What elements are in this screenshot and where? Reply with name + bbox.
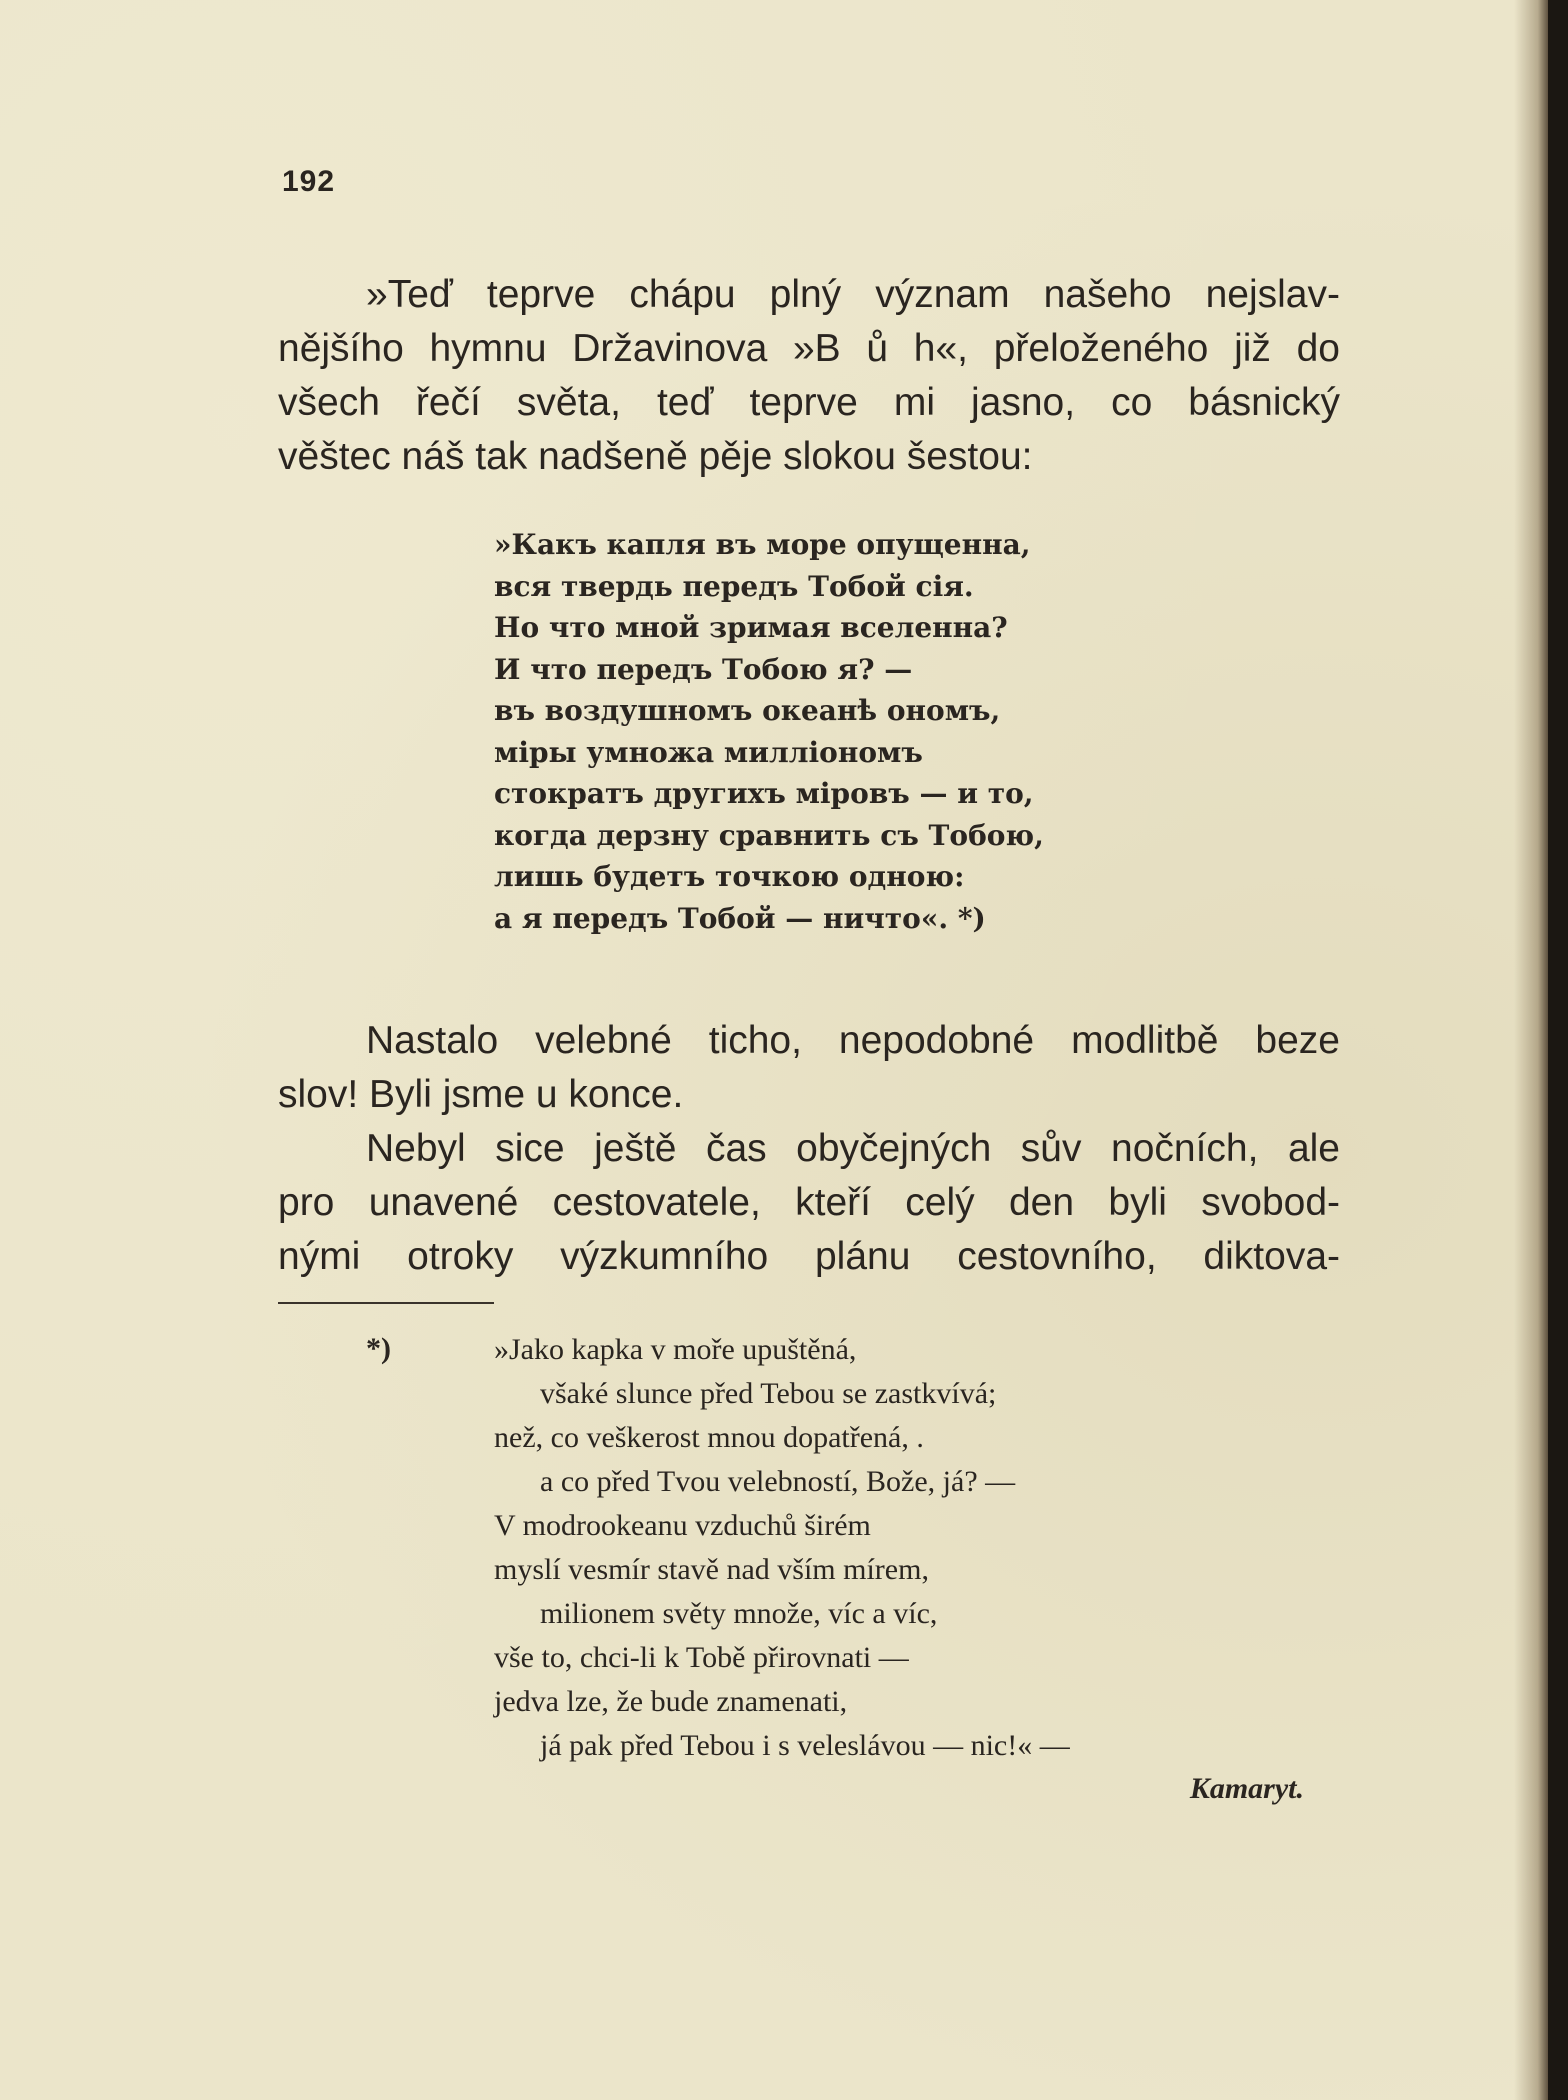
- poem-line: вся твердь передъ Тобой сія.: [494, 569, 974, 603]
- paragraph-intro: [278, 268, 1340, 484]
- poem-line: »Какъ капля въ море опущенна,: [494, 528, 1031, 561]
- footnote-translation: [494, 1328, 1314, 1768]
- text-line: všech řečí světa, teď teprve mi jasno, co básnický: [278, 381, 1340, 424]
- text-line: »Teď teprve chápu plný význam našeho nejslav-: [366, 273, 1340, 316]
- poem-line: въ воздушномъ океанѣ ономъ,: [494, 694, 1001, 727]
- footnote-divider: [278, 1302, 494, 1304]
- paragraph-continuation: [278, 1014, 1340, 1284]
- text-line: nějšího hymnu Državinova »B ů h«, přeloženého již do: [278, 327, 1340, 370]
- text-line: slov! Byli jsme u konce.: [278, 1073, 684, 1116]
- footnote-line: a co před Tvou velebností, Bože, já? —: [540, 1465, 1016, 1498]
- footnote-line: vše to, chci-li k Tobě přirovnati —: [494, 1641, 909, 1674]
- page-number: 192: [282, 165, 336, 198]
- poem-line: И что передъ Тобою я? —: [494, 652, 913, 686]
- footnote-line: všaké slunce před Tebou se zastkvívá;: [540, 1377, 997, 1410]
- text-line: Nastalo velebné ticho, nepodobné modlitbě beze: [366, 1019, 1340, 1062]
- russian-poem-quote: [494, 524, 1134, 939]
- footnote-line: V modrookeanu vzduchů širém: [494, 1509, 871, 1542]
- text-line: Nebyl sice ještě čas obyčejných sův nočních, ale: [366, 1127, 1340, 1170]
- footnote-line: jedva lze, že bude znamenati,: [494, 1685, 848, 1718]
- poem-line: а я передъ Тобой — ничто«. *): [494, 901, 986, 935]
- page-gutter-shadow: [1514, 0, 1548, 2100]
- footnote-line: myslí vesmír stavě nad vším mírem,: [494, 1553, 929, 1586]
- text-line: pro unavené cestovatele, kteří celý den byli svobod-: [278, 1181, 1340, 1224]
- footnote-line: já pak před Tebou i s veleslávou — nic!« —: [540, 1729, 1070, 1762]
- footnote-marker: *): [366, 1332, 391, 1365]
- poem-line: лишь будетъ точкою одною:: [494, 860, 965, 893]
- poem-line: когда дерзну сравнить съ Тобою,: [494, 818, 1044, 852]
- footnote-line: »Jako kapka v moře upuštěná,: [494, 1333, 857, 1366]
- poem-line: міры умножа милліономъ: [494, 735, 923, 769]
- poem-line: Но что мной зримая вселенна?: [494, 611, 1008, 644]
- poem-line: стократъ другихъ міровъ — и то,: [494, 777, 1034, 810]
- footnote-line: milionem světy množe, víc a víc,: [540, 1597, 938, 1630]
- footnote-author: Kamaryt.: [1189, 1772, 1304, 1805]
- text-line: věštec náš tak nadšeně pěje slokou šestou:: [278, 435, 1033, 478]
- text-line: nými otroky výzkumního plánu cestovního, diktova-: [278, 1235, 1340, 1278]
- footnote-line: než, co veškerost mnou dopatřená, .: [494, 1421, 924, 1454]
